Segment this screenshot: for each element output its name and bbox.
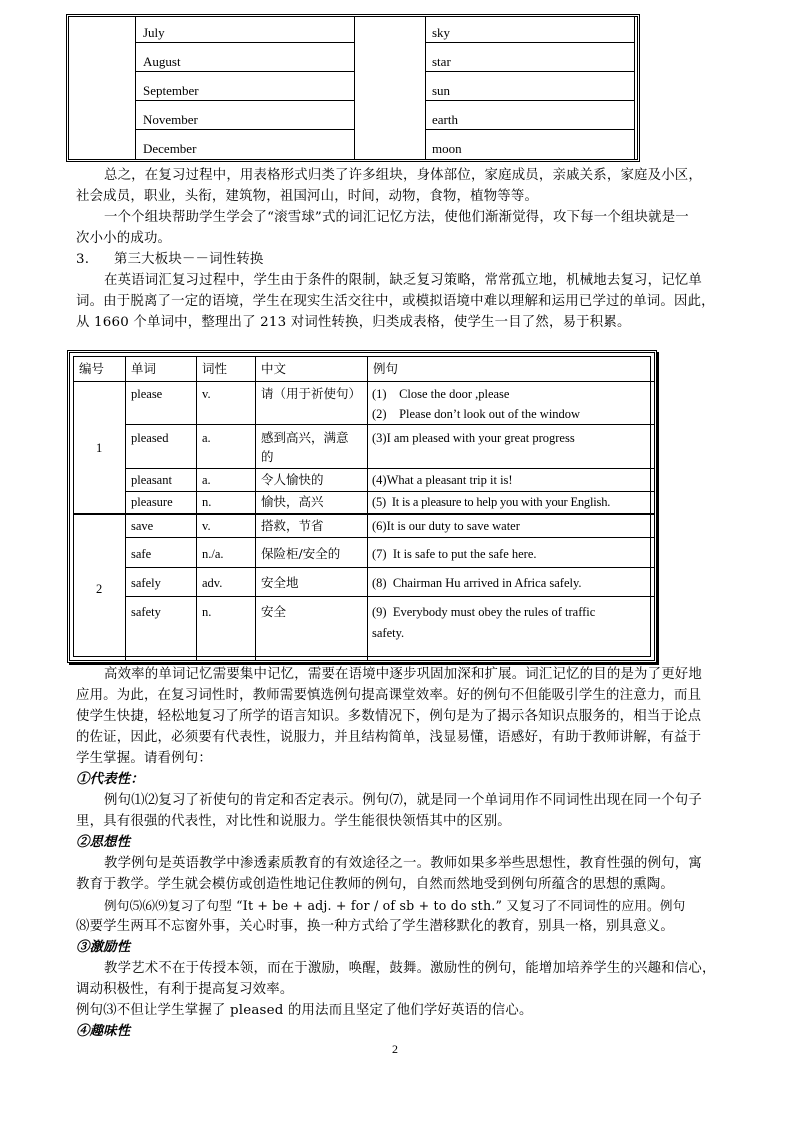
- paragraph-line: 调动积极性，有利于提高复习效率。: [76, 982, 294, 997]
- paragraph-line: 总之，在复习过程中，用表格形式归类了许多组块，身体部位，家庭成员，亲戚关系，家庭及小区，: [104, 168, 702, 183]
- example-cell: (9) Everybody must obey the rules of traffic: [372, 605, 596, 619]
- paragraph-line: 社会成员，职业，头衔，建筑物，祖国河山，时间，动物，食物，植物等等。: [76, 189, 539, 204]
- word-cell: please: [131, 387, 163, 401]
- subheading-representative: ①代表性：: [76, 771, 144, 787]
- chinese-cell: 安全地: [261, 575, 299, 590]
- group-number: 2: [96, 582, 103, 596]
- subheading-interest: ④趣味性: [76, 1023, 131, 1039]
- word-cell: save: [131, 519, 154, 533]
- word-cell: sun: [432, 83, 451, 98]
- word-cell: earth: [432, 112, 458, 127]
- word-cell: pleasure: [131, 495, 173, 509]
- pos-cell: v.: [202, 519, 211, 533]
- subheading-ideological: ②思想性: [76, 834, 131, 850]
- header-example: 例句: [373, 361, 399, 376]
- chinese-cell: 的: [261, 449, 274, 464]
- chinese-cell: 请（用于祈使句）: [261, 386, 362, 401]
- chinese-cell: 令人愉快的: [261, 472, 324, 487]
- example-cell: (4)What a pleasant trip it is!: [372, 473, 513, 487]
- chinese-cell: 感到高兴，满意: [261, 430, 349, 445]
- group-number: 1: [96, 441, 103, 455]
- pos-cell: n.: [202, 605, 212, 619]
- example-cell: (3)I am pleased with your great progress: [372, 431, 575, 445]
- pos-cell: a.: [202, 473, 211, 487]
- paragraph-line: 教育于教学。学生就会模仿或创造性地记住教师的例句，自然而然地受到例句所蕴含的思想的熏陶。: [76, 877, 674, 892]
- paragraph-line: 一个个组块帮助学生学会了“滚雪球”式的词汇记忆方法，使他们渐渐觉得，攻下每一个组块就是一: [104, 210, 689, 225]
- pos-cell: a.: [202, 431, 211, 445]
- month-word-table: [66, 14, 640, 162]
- paragraph-line: 高效率的单词记忆需要集中记忆，需要在语境中逐步巩固加深和扩展。词汇记忆的目的是为了更好地: [104, 667, 702, 682]
- paragraph-line: 在英语词汇复习过程中，学生由于条件的限制，缺乏复习策略，常常孤立地，机械地去复习，记忆单: [104, 273, 702, 288]
- example-cell: safety.: [372, 626, 405, 640]
- pos-cell: n./a.: [202, 547, 224, 561]
- word-cell: moon: [432, 141, 462, 156]
- paragraph-line: 次小小的成功。: [76, 231, 172, 246]
- example-cell: (7) It is safe to put the safe here.: [372, 547, 537, 561]
- paragraph-line: ⑻要学生两耳不忘窗外事，关心时事，换一种方式给了学生潜移默化的教育，别具一格，别具意义。: [76, 919, 674, 934]
- paragraph-line: 使学生快捷，轻松地复习了所学的语言知识。多数情况下，例句是为了揭示各知识点服务的，相当于论点: [76, 709, 702, 724]
- page-number: 2: [392, 1042, 398, 1056]
- month-cell: August: [143, 54, 181, 69]
- paragraph-line: 例句⑸⑹⑼复习了句型 “It + be + adj. + for / of sb + to do sth.” 又复习了不同词性的应用。例句: [104, 898, 686, 913]
- month-cell: July: [143, 25, 165, 40]
- paragraph-line: 教学艺术不在于传授本领，而在于激励，唤醒，鼓舞。激励性的例句，能增加培养学生的兴趣和信心，: [104, 961, 716, 976]
- paragraph-line: 从 1660 个单词中，整理出了 213 对词性转换，归类成表格，使学生一目了然，易于积累。: [76, 315, 631, 330]
- header-pos: 词性: [202, 361, 228, 376]
- paragraph-line: 教学例句是英语教学中渗透素质教育的有效途径之一。教师如果多举些思想性，教育性强的例句，寓: [104, 856, 702, 871]
- example-cell: (2) Please don’t look out of the window: [372, 407, 581, 421]
- word-cell: pleasant: [131, 473, 172, 487]
- word-cell: sky: [432, 25, 451, 40]
- pos-cell: n.: [202, 495, 212, 509]
- month-cell: December: [143, 141, 197, 156]
- pos-cell: v.: [202, 387, 211, 401]
- header-word: 单词: [131, 361, 157, 376]
- example-cell: (1) Close the door ,please: [372, 387, 510, 401]
- header-chinese: 中文: [261, 361, 287, 376]
- paragraph-line: 学生掌握。请看例句：: [76, 751, 212, 766]
- word-cell: safely: [131, 576, 161, 590]
- paragraph-line: 应用。为此，在复习词性时，教师需要慎选例句提高课堂效率。好的例句不但能吸引学生的注意力，而且: [76, 688, 702, 703]
- word-cell: safety: [131, 605, 161, 619]
- section-title: 第三大板块－－词性转换: [114, 252, 264, 267]
- word-cell: safe: [131, 547, 152, 561]
- chinese-cell: 愉快，高兴: [261, 494, 324, 509]
- section-number: 3.: [76, 252, 90, 267]
- example-cell: (8) Chairman Hu arrived in Africa safely.: [372, 576, 582, 590]
- header-number: 编号: [79, 361, 105, 376]
- paragraph-line: 例句⑴⑵复习了祈使句的肯定和否定表示。例句⑺，就是同一个单词用作不同词性出现在同一个句子: [104, 793, 702, 808]
- chinese-cell: 搭救，节省: [261, 518, 324, 533]
- chinese-cell: 安全: [261, 604, 287, 619]
- paragraph-line: 词。由于脱离了一定的语境，学生在现实生活交往中，或模拟语境中难以理解和运用已学过的单词。因此，: [76, 294, 715, 309]
- example-cell: (6)It is our duty to save water: [372, 519, 520, 533]
- month-cell: September: [143, 83, 199, 98]
- chinese-cell: 保险柜/安全的: [261, 546, 341, 561]
- word-form-table: [67, 350, 657, 663]
- paragraph-line: 的佐证，因此，必须要有代表性，说服力，并且结构简单，浅显易懂，语感好，有助于教师讲解，有益于: [76, 730, 702, 745]
- paragraph-line: 例句⑶不但让学生掌握了 pleased 的用法而且坚定了他们学好英语的信心。: [76, 1003, 533, 1018]
- word-cell: pleased: [131, 431, 169, 445]
- subheading-motivational: ③激励性: [76, 939, 131, 955]
- paragraph-line: 里，具有很强的代表性，对比性和说服力。学生能很快领悟其中的区别。: [76, 814, 511, 829]
- month-cell: November: [143, 112, 198, 127]
- example-cell: (5) It is a pleasure to help you with your English.: [372, 495, 611, 509]
- pos-cell: adv.: [202, 576, 223, 590]
- word-cell: star: [432, 54, 451, 69]
